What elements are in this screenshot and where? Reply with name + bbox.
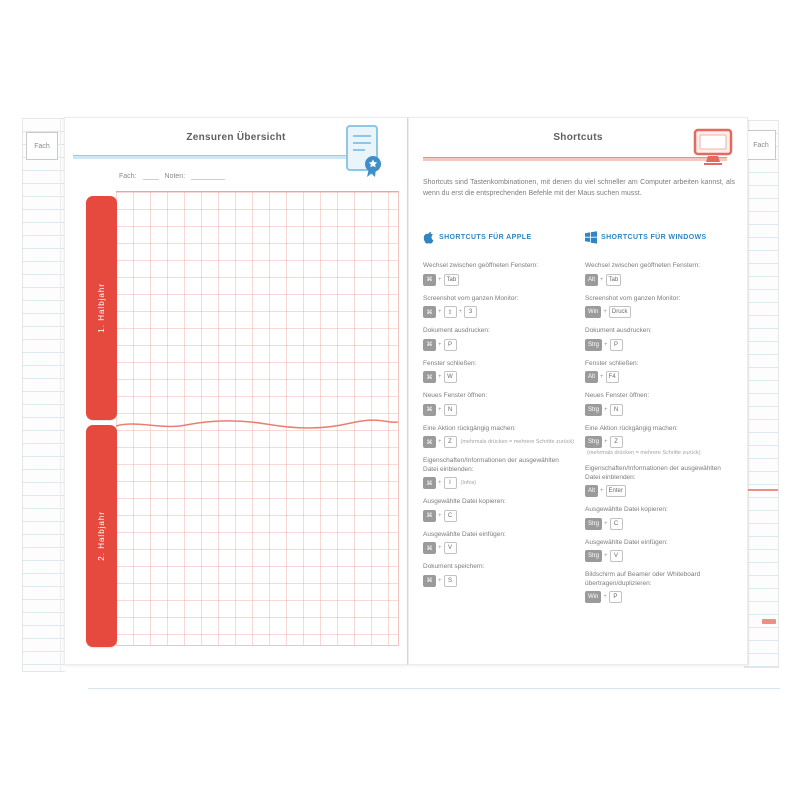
key-cap: ⌘ [423, 510, 436, 522]
report-card-icon [345, 124, 383, 180]
key-cap: P [610, 339, 623, 351]
apple-column-title: SHORTCUTS FÜR APPLE [439, 234, 532, 241]
shortcut-keys: Win + Druck [585, 306, 737, 318]
shortcut-description: Bildschirm auf Beamer oder Whiteboard übertragen/duplizieren: [585, 571, 701, 587]
shortcut-keys: Strg + V [585, 550, 737, 562]
key-cap: Alt [585, 371, 598, 383]
key-cap: C [444, 510, 457, 522]
shortcut-keys: Win + P [585, 591, 737, 603]
noten-writing-line [191, 172, 225, 180]
wavy-divider-line [116, 412, 398, 436]
shortcut-keys: Strg + Z (mehrmals drücken = mehrere Schritte zurück) [585, 436, 737, 456]
shortcut-description: Neues Fenster öffnen: [585, 392, 650, 399]
key-cap: Tab [606, 274, 622, 286]
key-cap: ⌘ [423, 436, 436, 448]
apple-column-header [423, 231, 575, 244]
shortcut-entry [423, 425, 575, 449]
shortcut-keys: Strg + P [585, 339, 737, 351]
subject-label: Fach [34, 142, 50, 150]
key-cap: S [444, 575, 457, 587]
shortcut-description: Eigenschaften/Informationen der ausgewählten Datei einblenden: [423, 457, 559, 473]
shortcut-keys: ⌘ + Tab [423, 274, 575, 286]
page-edge-line [748, 121, 749, 667]
key-cap: ⌘ [423, 306, 436, 318]
fach-writing-line [143, 172, 159, 180]
blue-header-rule [73, 155, 365, 159]
shortcut-keys: ⌘ + P [423, 339, 575, 351]
key-cap: ⇧ [444, 306, 457, 318]
tab-label: 2. Halbjahr [97, 511, 106, 561]
shortcut-entry [585, 425, 737, 457]
subject-label-box [26, 132, 58, 160]
key-cap: ⌘ [423, 339, 436, 351]
page-edge-line [60, 119, 61, 671]
subject-label: Fach [753, 141, 769, 149]
grid-header [119, 172, 225, 180]
shortcut-keys: ⌘ + S [423, 575, 575, 587]
apple-logo-icon [423, 231, 435, 244]
tab-second-half-year [86, 425, 117, 647]
shortcut-description: Ausgewählte Datei kopieren: [423, 498, 506, 505]
shortcut-keys: ⌘ + N [423, 404, 575, 416]
subject-label-box [746, 130, 776, 160]
key-cap: Z [444, 436, 457, 448]
key-cap: Strg [585, 518, 602, 530]
shortcut-keys: Alt + Enter [585, 485, 737, 497]
shortcut-entry [423, 457, 575, 489]
key-cap: ⌘ [423, 404, 436, 416]
shortcut-keys: Strg + N [585, 404, 737, 416]
key-cap: Strg [585, 404, 602, 416]
key-cap: C [610, 518, 623, 530]
key-cap: Z [610, 436, 623, 448]
shortcut-entry [423, 295, 575, 319]
key-cap: Alt [585, 485, 598, 497]
apple-shortcut-list [423, 262, 575, 587]
windows-shortcuts-column [585, 231, 737, 612]
key-cap: ⌘ [423, 371, 436, 383]
shortcut-note: (mehrmals drücken = mehrere Schritte zurück) [460, 439, 575, 445]
key-cap: V [610, 550, 623, 562]
key-cap: F4 [606, 371, 619, 383]
shortcut-description: Screenshot vom ganzen Monitor: [585, 294, 681, 302]
key-cap: Win [585, 306, 601, 318]
right-page-edge [744, 120, 779, 668]
shortcut-entry [585, 360, 737, 384]
key-cap: N [610, 404, 623, 416]
tab-first-half-year [86, 196, 117, 420]
shortcut-note: (Infos) [460, 480, 477, 486]
apple-shortcuts-column [423, 231, 575, 596]
page-title: Zensuren Übersicht [186, 132, 286, 143]
shortcut-entry [423, 360, 575, 384]
intro-paragraph: Shortcuts sind Tastenkombinationen, mit denen du viel schneller am Computer arbeiten kannst, als wenn du erst die entsprechenden Befehle mit der Maus suchen musst. [423, 179, 735, 197]
shortcut-description: Eigenschaften/Informationen der ausgewählten Datei einblenden: [585, 465, 721, 481]
key-cap: ⌘ [423, 274, 436, 286]
key-cap: Strg [585, 339, 602, 351]
shortcut-keys: ⌘ + Z (mehrmals drücken = mehrere Schritte zurück) [423, 436, 575, 448]
shortcut-description: Screenshot vom ganzen Monitor: [423, 294, 519, 302]
key-cap: ⌘ [423, 477, 436, 489]
shortcut-entry [585, 539, 737, 563]
shortcut-description: Dokument speichern: [423, 563, 485, 570]
shortcut-description: Fenster schließen: [585, 359, 639, 367]
shortcut-description: Fenster schließen: [423, 359, 477, 367]
shortcut-description: Dokument ausdrucken: [423, 327, 490, 334]
key-cap: N [444, 404, 457, 416]
shortcut-keys: ⌘ + ⇧ + 3 [423, 306, 575, 318]
shortcut-description: Ausgewählte Datei einfügen: [423, 530, 506, 538]
shortcut-keys: Alt + Tab [585, 274, 737, 286]
shortcut-description: Wechsel zwischen geöffneten Fenstern: [585, 262, 701, 269]
shortcut-description: Eine Aktion rückgängig machen: [423, 424, 516, 432]
fach-label: Fach: [119, 173, 137, 180]
shortcut-description: Ausgewählte Datei einfügen: [585, 538, 668, 546]
red-header-rule [423, 157, 727, 161]
key-cap: Alt [585, 274, 598, 286]
shortcut-entry [423, 563, 575, 587]
key-cap: V [444, 542, 457, 554]
shortcut-entry [585, 506, 737, 530]
monitor-icon [692, 127, 734, 167]
key-cap: Win [585, 591, 601, 603]
key-cap: I [444, 477, 457, 489]
key-cap: ⌘ [423, 575, 436, 587]
windows-logo-icon [585, 231, 597, 244]
noten-label: Noten: [164, 173, 186, 180]
red-tab-mark [762, 619, 776, 624]
shortcut-description: Neues Fenster öffnen: [423, 392, 488, 399]
shortcut-description: Wechsel zwischen geöffneten Fenstern: [423, 262, 539, 269]
shortcut-entry [585, 327, 737, 351]
shortcut-keys: ⌘ + W [423, 371, 575, 383]
page-title: Shortcuts [553, 132, 603, 143]
key-cap: Strg [585, 436, 602, 448]
shortcut-keys: Alt + F4 [585, 371, 737, 383]
key-cap: P [609, 591, 622, 603]
shortcut-entry [585, 465, 737, 497]
right-page [408, 117, 748, 665]
left-page [64, 117, 408, 665]
key-cap: 3 [464, 306, 477, 318]
shortcut-keys: Strg + C [585, 518, 737, 530]
key-cap: Strg [585, 550, 602, 562]
background-edge-line [88, 688, 780, 689]
shortcut-entry [423, 531, 575, 555]
shortcut-note: (mehrmals drücken = mehrere Schritte zurück) [587, 450, 701, 456]
shortcut-description: Eine Aktion rückgängig machen: [585, 424, 678, 432]
shortcut-entry [585, 262, 737, 286]
left-page-edge [22, 118, 65, 672]
windows-shortcut-list [585, 262, 737, 603]
red-divider-line [744, 489, 778, 491]
shortcut-description: Dokument ausdrucken: [585, 327, 652, 334]
key-cap: Druck [609, 306, 631, 318]
windows-column-title: SHORTCUTS FÜR WINDOWS [601, 234, 707, 241]
key-cap: ⌘ [423, 542, 436, 554]
shortcut-entry [423, 392, 575, 416]
key-cap: W [444, 371, 457, 383]
shortcut-keys: ⌘ + V [423, 542, 575, 554]
shortcut-entry [423, 327, 575, 351]
shortcut-entry [423, 262, 575, 286]
windows-column-header [585, 231, 737, 244]
key-cap: Tab [444, 274, 460, 286]
key-cap: P [444, 339, 457, 351]
shortcut-keys: ⌘ + C [423, 510, 575, 522]
shortcut-keys: ⌘ + I (Infos) [423, 477, 575, 489]
tab-label: 1. Halbjahr [97, 283, 106, 333]
shortcut-entry [423, 498, 575, 522]
shortcut-entry [585, 571, 737, 603]
key-cap: Enter [606, 485, 626, 497]
shortcut-entry [585, 392, 737, 416]
shortcut-entry [585, 295, 737, 319]
shortcut-description: Ausgewählte Datei kopieren: [585, 506, 668, 513]
